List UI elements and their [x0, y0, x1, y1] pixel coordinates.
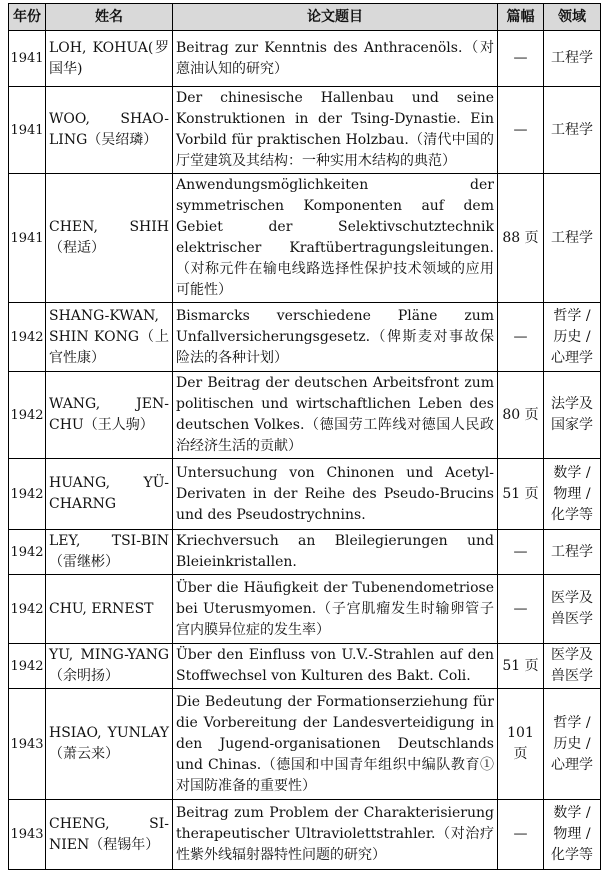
cell-year: 1943	[9, 800, 46, 870]
cell-title: Kriechversuch an Bleilegierungen und Bleieinkristallen.	[173, 530, 498, 575]
header-field: 领域	[544, 4, 601, 31]
cell-name: HSIAO, YUNLAY（萧云来）	[46, 689, 173, 800]
cell-pages: —	[498, 87, 544, 174]
table-row	[9, 644, 601, 689]
cell-year: 1942	[9, 372, 46, 459]
cell-title: Über den Einfluss von U.V.-Strahlen auf den Stoffwechsel von Kulturen des Bakt. Coli.	[173, 644, 498, 689]
cell-pages: 80 页	[498, 372, 544, 459]
cell-pages: 88 页	[498, 174, 544, 303]
header-year: 年份	[9, 4, 46, 31]
cell-name: CHEN, SHIH（程适）	[46, 174, 173, 303]
cell-pages: —	[498, 31, 544, 87]
cell-pages: —	[498, 530, 544, 575]
table-row	[9, 459, 601, 530]
cell-name: LEY, TSI-BIN（雷继彬）	[46, 530, 173, 575]
cell-year: 1941	[9, 87, 46, 174]
cell-pages: 51 页	[498, 459, 544, 530]
thesis-table	[8, 3, 601, 870]
cell-title: Untersuchung von Chinonen und Acetyl-Derivaten in der Reihe des Pseudo-Brucins und des Pseudostrychnins.	[173, 459, 498, 530]
cell-year: 1941	[9, 31, 46, 87]
cell-field: 数学 / 物理 / 化学等	[544, 459, 601, 530]
cell-title: Bismarcks verschiedene Pläne zum Unfallversicherungsgesetz.（俾斯麦对事故保险法的各种计划）	[173, 303, 498, 372]
header-name: 姓名	[46, 4, 173, 31]
cell-field: 工程学	[544, 530, 601, 575]
table-row	[9, 174, 601, 303]
cell-title: Beitrag zum Problem der Charakterisierung therapeutischer Ultraviolettstrahler.（对治疗性紫外线辐射器特性问题的研究）	[173, 800, 498, 870]
cell-name: SHANG-KWAN, SHIN KONG（上官性康）	[46, 303, 173, 372]
cell-field: 数学 / 物理 / 化学等	[544, 800, 601, 870]
table-header-row	[9, 4, 601, 31]
cell-name: CHU, ERNEST	[46, 575, 173, 644]
cell-year: 1942	[9, 459, 46, 530]
cell-pages: 101 页	[498, 689, 544, 800]
cell-title: Der Beitrag der deutschen Arbeitsfront zum politischen und wirtschaftlichen Leben des deutschen Volkes.（德国劳工阵线对德国人民政治经济生活的贡献）	[173, 372, 498, 459]
table-row	[9, 372, 601, 459]
cell-title: Beitrag zur Kenntnis des Anthracenöls.（对蒽油认知的研究）	[173, 31, 498, 87]
cell-field: 医学及兽医学	[544, 575, 601, 644]
cell-field: 工程学	[544, 31, 601, 87]
cell-pages: —	[498, 303, 544, 372]
cell-name: WOO, SHAO-LING（吴绍璘）	[46, 87, 173, 174]
cell-title: Die Bedeutung der Formationserziehung für die Vorbereitung der Landesverteidigung in den Jugend-organisationen Deutschlands und Chinas.（德国和中国青年组织中编队教育①对国防准备的重要性）	[173, 689, 498, 800]
cell-name: CHENG, SI-NIEN（程锡年）	[46, 800, 173, 870]
cell-name: WANG, JEN-CHU（王人驹）	[46, 372, 173, 459]
table-row	[9, 800, 601, 870]
cell-year: 1942	[9, 303, 46, 372]
cell-field: 工程学	[544, 87, 601, 174]
table-row	[9, 530, 601, 575]
cell-year: 1941	[9, 174, 46, 303]
cell-year: 1942	[9, 644, 46, 689]
cell-year: 1942	[9, 575, 46, 644]
cell-name: HUANG, YÜ-CHARNG	[46, 459, 173, 530]
cell-title: Der chinesische Hallenbau und seine Konstruktionen in der Tsing-Dynastie. Ein Vorbild für praktischen Holzbau.（清代中国的厅堂建筑及其结构：一种实用木结构的典范）	[173, 87, 498, 174]
header-pages: 篇幅	[498, 4, 544, 31]
cell-field: 法学及国家学	[544, 372, 601, 459]
table-row	[9, 575, 601, 644]
cell-pages: —	[498, 575, 544, 644]
cell-pages: 51 页	[498, 644, 544, 689]
table-row	[9, 303, 601, 372]
cell-name: LOH, KOHUA(罗国华)	[46, 31, 173, 87]
cell-title: Anwendungsmöglichkeiten der symmetrischen Komponenten auf dem Gebiet der Selektivschutztechnik elektrischer Kraftübertragungsleitungen.（对称元件在输电线路选择性保护技术领域的应用可能性）	[173, 174, 498, 303]
cell-field: 医学及兽医学	[544, 644, 601, 689]
cell-title: Über die Häufigkeit der Tubenendometriose bei Uterusmyomen.（子宫肌瘤发生时输卵管子宫内膜异位症的发生率）	[173, 575, 498, 644]
table-row	[9, 31, 601, 87]
cell-field: 工程学	[544, 174, 601, 303]
cell-field: 哲学 / 历史 / 心理学	[544, 689, 601, 800]
header-title: 论文题目	[173, 4, 498, 31]
table-row	[9, 87, 601, 174]
cell-name: YU, MING-YANG（余明扬）	[46, 644, 173, 689]
cell-year: 1943	[9, 689, 46, 800]
cell-field: 哲学 / 历史 / 心理学	[544, 303, 601, 372]
cell-year: 1942	[9, 530, 46, 575]
table-row	[9, 689, 601, 800]
cell-pages: —	[498, 800, 544, 870]
thesis-table-wrapper	[8, 3, 600, 870]
